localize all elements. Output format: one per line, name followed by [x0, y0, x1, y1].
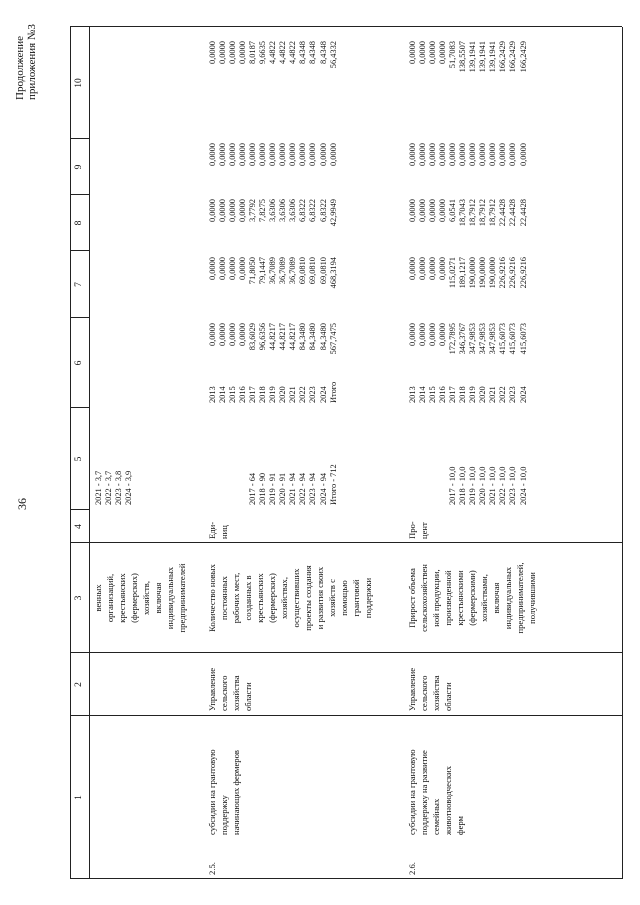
row-2-6-name: субсидии на грантовую поддержку на развитие семейных животноводческих ферм: [407, 749, 465, 835]
col-number-10: 10: [74, 78, 84, 88]
col-number-4: 4: [74, 524, 84, 529]
row-2-6-years: 2013 2014 2015 2016 2017 2018 2019 2020 2021 2022 2023 2024: [408, 386, 528, 403]
row-2-5-col10-values: 0,0000 0,0000 0,0000 0,0000 8,0187 9,6635 4,4822 4,4822 4,4822 8,4348 8,4348 8,4348 56,4332: [208, 41, 338, 69]
carryover-targets: 2021 - 3,7 2022 - 3,7 2023 - 3,8 2024 - 3,9: [94, 470, 134, 505]
row-2-6-targets: 2017 - 10,0 2018 - 10,0 2019 - 10,0 2020 - 10,0 2021 - 10,0 2022 - 10,0 2023 - 10,0 2024 - 10,0: [448, 466, 528, 505]
row-2-5-col6-values: 0,0000 0,0000 0,0000 0,0000 83,6029 96,6356 44,8217 44,8217 44,8217 84,3480 84,3480 84,3480 567,7475: [208, 323, 338, 355]
page-number: 36: [15, 498, 29, 510]
table-right-border: [70, 26, 622, 27]
row-2-5-number: 2.5.: [207, 862, 217, 875]
row-2-6-col7-values: 0,0000 0,0000 0,0000 0,0000 115,0271 189,1217 190,0000 190,0000 190,0000 226,9216 226,9216 226,9216: [408, 257, 528, 289]
row-2-6-number: 2.6.: [407, 862, 417, 875]
row-2-6-unit: Про- цент: [407, 521, 429, 539]
row-2-6-col8-values: 0,0000 0,0000 0,0000 0,0000 6,0541 18,7043 18,7912 18,7912 18,7912 22,4428 22,4428 22,4428: [408, 199, 528, 227]
col-divider-2-3: [70, 652, 622, 653]
col-number-5: 5: [74, 456, 84, 462]
table-bottom-border: [622, 27, 623, 879]
row-2-6-col9-values: 0,0000 0,0000 0,0000 0,0000 0,0000 0,0000 0,0000 0,0000 0,0000 0,0000 0,0000 0,0000: [408, 143, 528, 167]
col-divider-1-2: [70, 715, 622, 716]
row-2-5-years: 2013 2014 2015 2016 2017 2018 2019 2020 2021 2022 2023 2024 Итого: [208, 381, 338, 403]
row-2-5-indicator: Количество новых постоянных рабочих мест, созданных в крестьянских (фермерских) хозяйствах, осуществивших проекты создания и развития своих хозяйств с помощью грантовой поддержки: [207, 564, 373, 632]
row-2-5-col7-values: 0,0000 0,0000 0,0000 0,0000 71,8050 79,1447 36,7089 36,7089 36,7089 69,0810 69,0810 69,0810 468,3194: [208, 257, 338, 289]
col-number-3: 3: [74, 595, 84, 601]
header-row-border: [89, 27, 90, 879]
col-number-8: 8: [74, 220, 84, 226]
col-divider-3-4: [70, 542, 622, 543]
continuation-title: Продолжение приложения №3: [14, 24, 38, 100]
row-2-5-name: субсидии на грантовую поддержку начинающих фермеров: [207, 749, 241, 835]
row-2-6-indicator: Прирост объема сельскохозяйствен ной продукции, произведенной крестьянскими (фермерскими) хозяйствами, включая индивидуальных предпринимателей, получившими: [407, 562, 537, 634]
row-2-6-col10-values: 0,0000 0,0000 0,0000 0,0000 51,7083 138,5507 139,1941 139,1941 139,1941 166,2429 166,2429 166,2429: [408, 41, 528, 73]
row-2-6-col6-values: 0,0000 0,0000 0,0000 0,0000 172,7895 346,3767 347,9853 347,9853 347,9853 415,6073 415,6073 415,6073: [408, 323, 528, 355]
row-2-5-col9-values: 0,0000 0,0000 0,0000 0,0000 0,0000 0,0000 0,0000 0,0000 0,0000 0,0000 0,0000 0,0000 0,0000: [208, 143, 338, 167]
row-2-6-executor: Управление сельского хозяйства области: [407, 667, 453, 711]
row-2-5-executor: Управление сельского хозяйства области: [207, 667, 253, 711]
table-top-border: [70, 27, 71, 879]
col-number-6: 6: [74, 360, 84, 366]
row-2-5-targets: 2017 - 64 2018 - 90 2019 - 91 2020 - 91 2021 - 94 2022 - 94 2023 - 94 2024 - 94 Итого - 712: [248, 464, 338, 505]
col-number-7: 7: [74, 282, 84, 287]
col-number-9: 9: [74, 164, 84, 170]
carryover-indicator: венных организаций, крестьянских (фермерских) хозяйств, включая индивидуальных предпринимателей: [93, 563, 187, 633]
row-2-5-unit: Еди- ниц: [207, 521, 229, 539]
col-number-2: 2: [74, 682, 84, 687]
col-number-1: 1: [74, 795, 84, 800]
row-2-5-col8-values: 0,0000 0,0000 0,0000 0,0000 3,7792 7,8275 3,6306 3,6306 3,6306 6,8322 6,8322 6,8322 42,9949: [208, 199, 338, 227]
table-left-border: [70, 878, 622, 879]
